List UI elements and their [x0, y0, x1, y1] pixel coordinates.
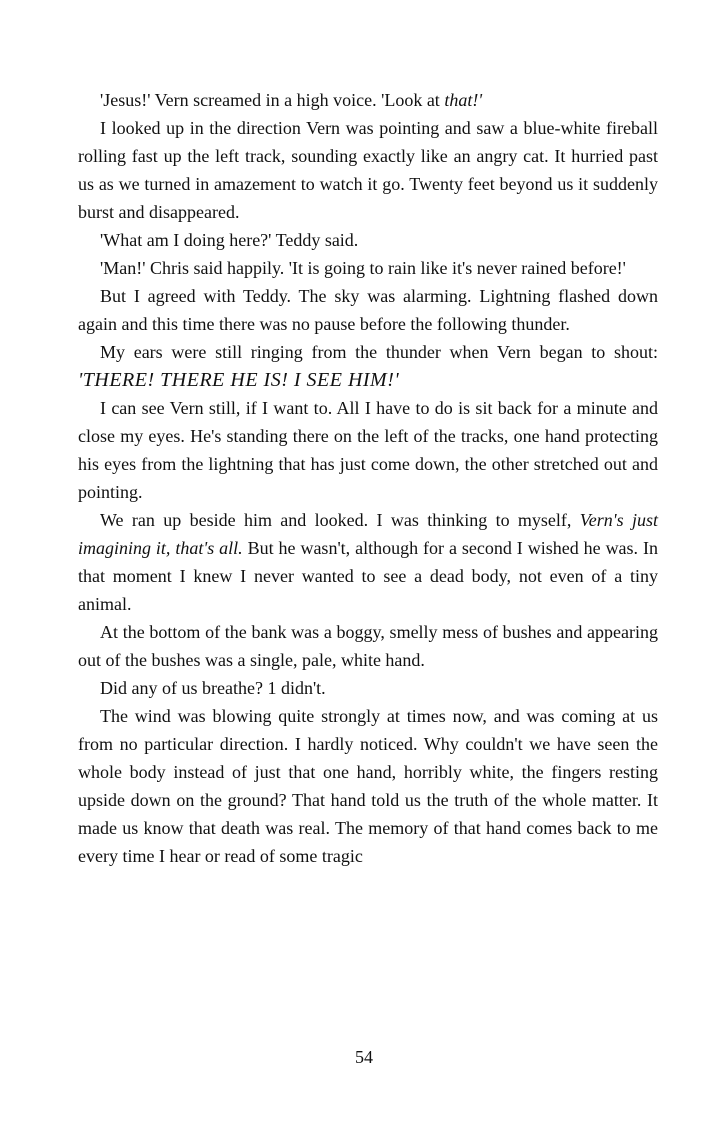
paragraph-10 [78, 674, 658, 702]
text-segment: But he wasn't, although for a second I wished he was. In that moment I knew I never wanted to see a dead body, not even of a tiny animal. [78, 538, 658, 614]
text-segment: 'Jesus!' Vern screamed in a high voice. 'Look at [100, 90, 445, 110]
text-segment: 'What am I doing here?' Teddy said. [100, 230, 359, 250]
paragraph-1 [78, 86, 658, 114]
text-segment: 'Man!' Chris said happily. 'It is going to rain like it's never rained before!' [100, 258, 626, 278]
paragraph-7 [78, 394, 658, 506]
text-segment: We ran up beside him and looked. I was thinking to myself, [100, 510, 580, 530]
paragraph-4 [78, 254, 658, 282]
paragraph-6 [78, 338, 658, 394]
text-segment: Did any of us breathe? 1 didn't. [100, 678, 326, 698]
paragraph-2 [78, 114, 658, 226]
text-segment: I looked up in the direction Vern was pointing and saw a blue-white fireball rolling fast up the left track, sounding exactly like an angry cat. It hurried past us as we turned in amazement to watch it go. Twenty feet beyond us it suddenly burst and disappeared. [78, 118, 658, 222]
text-segment: The wind was blowing quite strongly at times now, and was coming at us from no particular direction. I hardly noticed. Why couldn't we have seen the whole body instead of just that one hand, horribly white, the fingers resting upside down on the ground? That hand told us the truth of the whole matter. It made us know that death was real. The memory of that hand comes back to me every time I hear or read of some tragic [78, 706, 658, 866]
page-number: 54 [355, 1047, 373, 1067]
body-text [78, 86, 658, 870]
italic-text: that!' [444, 90, 483, 110]
text-segment: My ears were still ringing from the thunder when Vern began to shout: [100, 342, 658, 362]
text-segment: But I agreed with Teddy. The sky was alarming. Lightning flashed down again and this time there was no pause before the following thunder. [78, 286, 658, 334]
paragraph-11 [78, 702, 658, 870]
paragraph-3 [78, 226, 658, 254]
paragraph-8 [78, 506, 658, 618]
text-segment: At the bottom of the bank was a boggy, smelly mess of bushes and appearing out of the bushes was a single, pale, white hand. [78, 622, 658, 670]
paragraph-5 [78, 282, 658, 338]
italic-text: Vern's just imagining it, that's all. [78, 510, 658, 558]
paragraph-9 [78, 618, 658, 674]
text-segment: I can see Vern still, if I want to. All I have to do is sit back for a minute and close my eyes. He's standing there on the left of the tracks, one hand protecting his eyes from the lightning that has just come down, the other stretched out and pointing. [78, 398, 658, 502]
shout-text: 'THERE! THERE HE IS! I SEE HIM!' [78, 369, 400, 391]
